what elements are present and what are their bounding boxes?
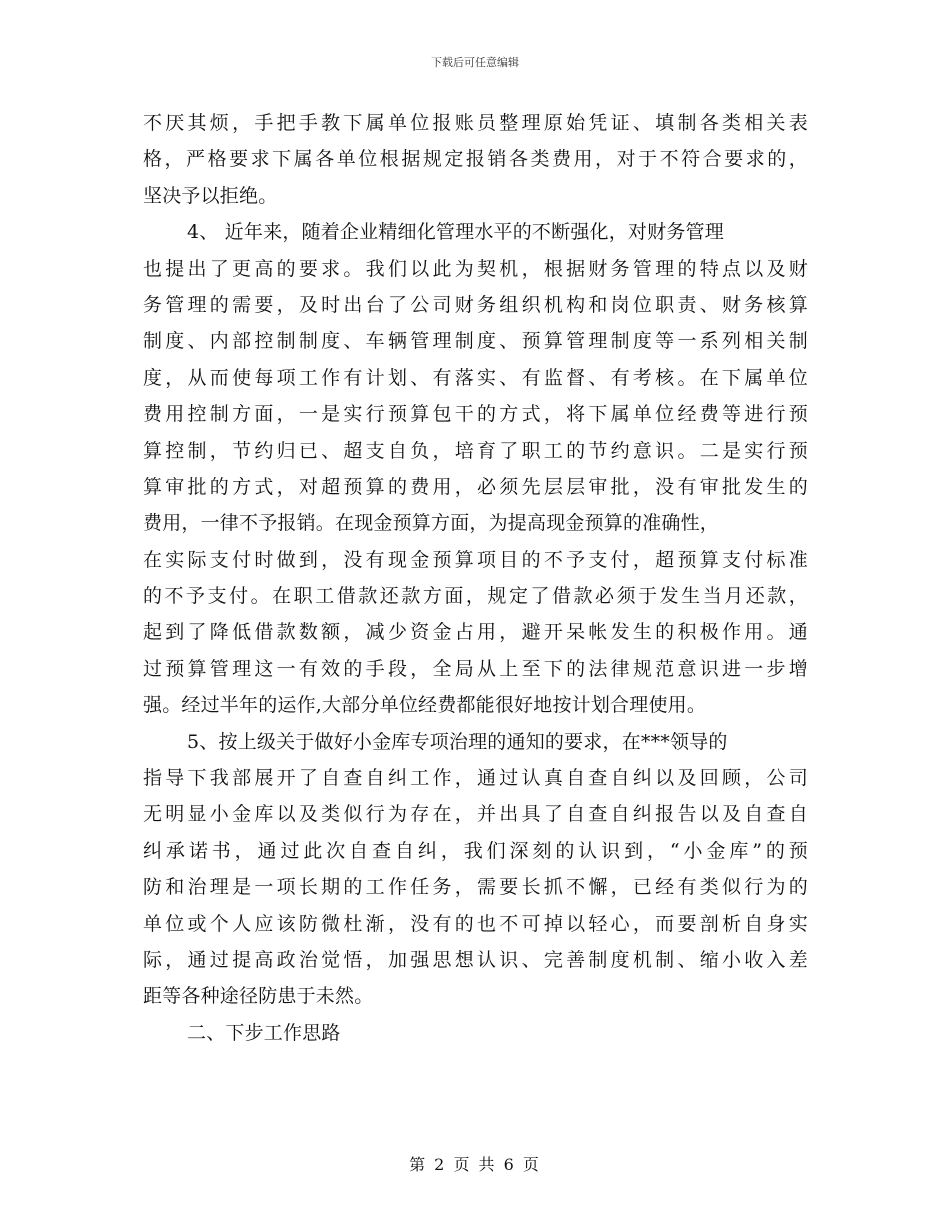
document-body [143, 105, 808, 1051]
text-line: 也提出了更高的要求。我们以此为契机，根据财务管理的特点以及财 [143, 257, 808, 280]
text-line: 不厌其烦，手把手教下属单位报账员整理原始凭证、填制各类相关表 [143, 112, 808, 134]
text-line: 务管理的需要，及时出台了公司财务组织机构和岗位职责、财务核算 [143, 293, 808, 316]
text-line: 坚决予以拒绝。 [143, 184, 278, 207]
text-line: 费用控制方面，一是实行预算包干的方式，将下属单位经费等进行预 [143, 403, 808, 426]
text-line: 费用，一律不予报销。在现金预算方面，为提高现金预算的准确性， [143, 512, 720, 535]
text-line: 际，通过提高政治觉悟，加强思想认识、完善制度机制、缩小收入差 [143, 948, 808, 971]
text-line: 起到了降低借款数额，减少资金占用，避开呆帐发生的积极作用。通 [143, 621, 808, 644]
text-line: 算审批的方式，对超预算的费用，必须先层层审批，没有审批发生的 [143, 475, 808, 498]
text-line: 防和治理是一项长期的工作任务，需要长抓不懈，已经有类似行为的 [143, 876, 808, 899]
text-line: 纠承诺书，通过此次自查自纠，我们深刻的认识到，“小金库”的预 [143, 839, 808, 862]
text-line: 度，从而使每项工作有计划、有落实、有监督、有考核。在下属单位 [143, 366, 808, 389]
page-number: 第 2 页 共 6 页 [409, 1155, 541, 1174]
text-line: 制度、内部控制制度、车辆管理制度、预算管理制度等一系列相关制 [143, 330, 808, 353]
paragraph-4-start: 4、 近年来，随着企业精细化管理水平的不断强化，对财务管理 [187, 221, 724, 244]
text-line: 格，严格要求下属各单位根据规定报销各类费用，对于不符合要求的， [143, 148, 808, 171]
text-line: 距等各种途径防患于未然。 [143, 985, 374, 1008]
section-heading: 二、下步工作思路 [187, 1021, 341, 1044]
text-line: 无明显小金库以及类似行为存在，并出具了自查自纠报告以及自查自 [143, 803, 808, 826]
text-line: 的不予支付。在职工借款还款方面，规定了借款必须于发生当月还款， [143, 585, 808, 608]
text-line: 在实际支付时做到，没有现金预算项目的不予支付，超预算支付标准 [143, 548, 808, 571]
text-line: 强。经过半年的运作,大部分单位经费都能很好地按计划合理使用。 [143, 694, 707, 717]
text-line: 单位或个人应该防微杜渐，没有的也不可掉以轻心，而要剖析自身实 [143, 912, 808, 935]
page-header: 下载后可任意编辑 [431, 56, 519, 69]
text-line: 过预算管理这一有效的手段，全局从上至下的法律规范意识进一步增 [143, 657, 808, 680]
paragraph-5-start: 5、按上级关于做好小金库专项治理的通知的要求，在***领导的 [187, 730, 728, 753]
text-line: 指导下我部展开了自查自纠工作，通过认真自查自纠以及回顾，公司 [143, 767, 808, 790]
text-line: 算控制，节约归已、超支自负，培育了职工的节约意识。二是实行预 [143, 439, 808, 462]
